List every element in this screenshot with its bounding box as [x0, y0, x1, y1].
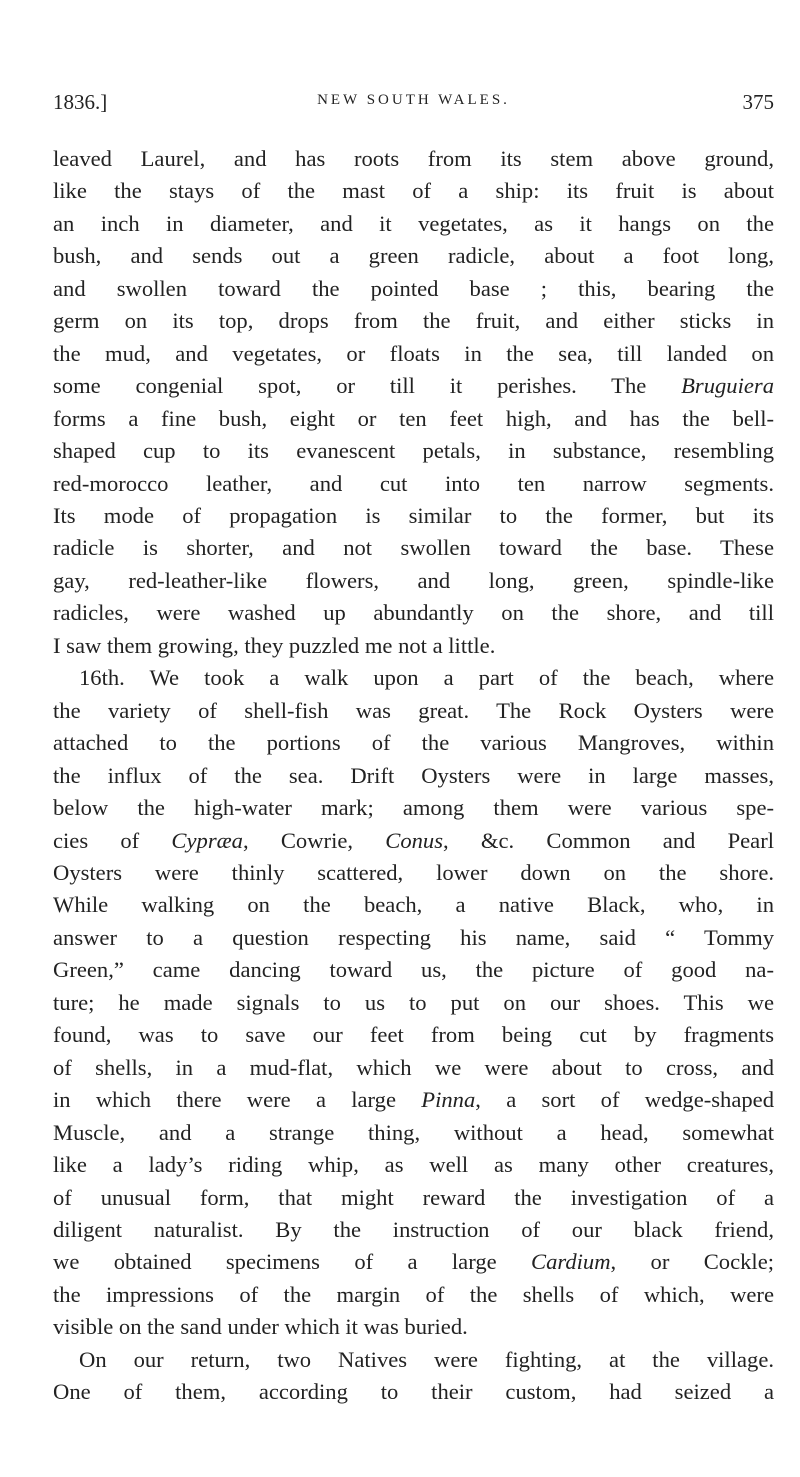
text-line: One of them, according to their custom, had seized a [53, 1379, 774, 1405]
text-line: Its mode of propagation is similar to the former, but its [53, 502, 774, 528]
text-line: the influx of the sea. Drift Oysters were in large masses, [53, 762, 774, 788]
text-line: below the high-water mark; among them were various spe- [53, 795, 774, 821]
text-line: of unusual form, that might reward the investigation of a [53, 1184, 774, 1210]
text-line: cies of Cypræa, Cowrie, Conus, &c. Common and Pearl [53, 827, 775, 853]
page-number: 375 [742, 90, 774, 114]
text-line: we obtained specimens of a large Cardium, or Cockle; [53, 1249, 774, 1275]
text-line: Green,” came dancing toward us, the picture of good na- [53, 957, 774, 983]
text-line: Oysters were thinly scattered, lower down on the shore. [53, 859, 774, 885]
italic-term: Cypræa [171, 827, 243, 853]
italic-term: Conus [385, 827, 444, 853]
text-line: ture; he made signals to us to put on our shoes. This we [53, 989, 774, 1015]
italic-term: Pinna [421, 1087, 476, 1113]
text-line: in which there were a large Pinna, a sort of wedge-shaped [53, 1087, 774, 1113]
text-line: Muscle, and a strange thing, without a head, somewhat [53, 1119, 774, 1145]
text-line: germ on its top, drops from the fruit, and either sticks in [53, 308, 774, 334]
text-line: 16th. We took a walk upon a part of the beach, where [79, 665, 774, 691]
text-line: some congenial spot, or till it perishes. The Bruguiera [53, 373, 774, 399]
text-line: and swollen toward the pointed base ; this, bearing the [53, 275, 774, 301]
text-line: like the stays of the mast of a ship: its fruit is about [53, 178, 774, 204]
text-line: I saw them growing, they puzzled me not a little. [53, 632, 496, 658]
header-title: NEW SOUTH WALES. [317, 92, 510, 108]
text-line: the mud, and vegetates, or floats in the sea, till landed on [53, 340, 774, 366]
italic-term: Bruguiera [681, 373, 774, 399]
text-line: gay, red-leather-like flowers, and long, green, spindle-like [53, 567, 774, 593]
text-line: bush, and sends out a green radicle, about a foot long, [53, 243, 774, 269]
text-line: diligent naturalist. By the instruction of our black friend, [53, 1216, 774, 1242]
text-line: answer to a question respecting his name, said “ Tommy [53, 924, 774, 950]
text-line: shaped cup to its evanescent petals, in substance, resembling [53, 438, 774, 464]
text-line: the variety of shell-fish was great. The Rock Oysters were [53, 697, 774, 723]
italic-term: Cardium [531, 1249, 611, 1275]
text-line: red-morocco leather, and cut into ten narrow segments. [53, 470, 774, 496]
text-line: an inch in diameter, and it vegetates, as it hangs on the [53, 210, 774, 236]
text-line: radicles, were washed up abundantly on the shore, and till [53, 600, 774, 626]
text-line: leaved Laurel, and has roots from its stem above ground, [53, 146, 774, 171]
text-line: attached to the portions of the various Mangroves, within [53, 730, 774, 756]
text-line: radicle is shorter, and not swollen toward the base. These [53, 535, 774, 561]
paragraph-3 [53, 1344, 774, 1409]
body-text [53, 143, 774, 1409]
text-line: of shells, in a mud-flat, which we were about to cross, and [53, 1054, 774, 1080]
text-line: On our return, two Natives were fighting, at the village. [79, 1346, 774, 1372]
text-line: like a lady’s riding whip, as well as many other creatures, [53, 1152, 774, 1178]
text-line: the impressions of the margin of the shells of which, were [53, 1281, 774, 1307]
text-line: found, was to save our feet from being cut by fragments [53, 1022, 774, 1048]
header-year: 1836.] [53, 90, 108, 114]
running-header [53, 90, 774, 120]
paragraph-1 [53, 143, 774, 662]
text-line: While walking on the beach, a native Black, who, in [53, 892, 774, 918]
text-line: forms a fine bush, eight or ten feet high, and has the bell- [53, 405, 774, 431]
text-line: visible on the sand under which it was buried. [53, 1314, 468, 1340]
paragraph-2 [53, 662, 774, 1344]
